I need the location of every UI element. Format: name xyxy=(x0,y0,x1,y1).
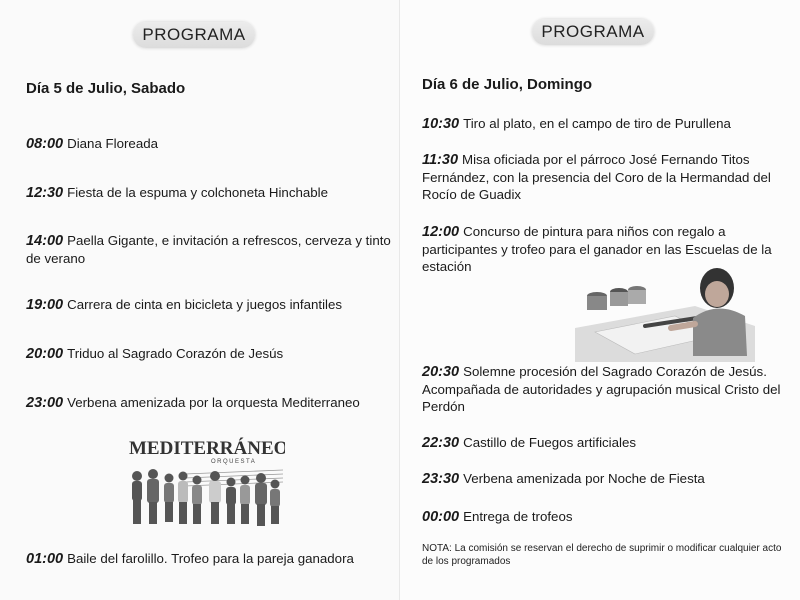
event-text: Solemne procesión del Sagrado Corazón de Jesús. Acompañada de autoridades y agrupación musical Cristo del Perdón xyxy=(422,364,781,414)
event-time: 11:30 xyxy=(422,152,459,168)
event-text: Tiro al plato, en el campo de tiro de Purullena xyxy=(463,116,731,131)
event-time: 23:30 xyxy=(422,471,460,487)
event-time: 19:00 xyxy=(26,297,64,313)
event-time: 20:30 xyxy=(422,364,460,380)
event-time: 08:00 xyxy=(26,136,64,152)
event-text: Paella Gigante, e invitación a refrescos, cerveza y tinto de verano xyxy=(26,233,391,266)
band-logo: MEDITERRÁNEO xyxy=(129,438,285,459)
event-time: 12:30 xyxy=(26,185,64,201)
program-header-right: PROGRAMA xyxy=(532,19,654,45)
event-item xyxy=(422,363,782,415)
child-painting-photo xyxy=(575,266,755,362)
event-item xyxy=(26,345,391,363)
band-photo xyxy=(125,432,285,532)
event-text: Baile del farolillo. Trofeo para la pareja ganadora xyxy=(67,551,354,566)
event-text: Fiesta de la espuma y colchoneta Hinchable xyxy=(67,185,329,200)
event-item xyxy=(26,296,391,314)
event-text: Triduo al Sagrado Corazón de Jesús xyxy=(67,346,284,361)
event-text: Entrega de trofeos xyxy=(463,509,573,524)
event-item xyxy=(26,550,391,568)
event-item xyxy=(422,151,782,203)
day-title-left: Día 5 de Julio, Sabado xyxy=(26,80,186,97)
event-item xyxy=(422,508,782,526)
event-item xyxy=(422,470,782,488)
event-text: Carrera de cinta en bicicleta y juegos infantiles xyxy=(67,297,343,312)
event-text: Concurso de pintura para niños con regalo a participantes y trofeo para el ganador en las Escuelas de la estación xyxy=(422,224,772,274)
disclaimer-note: NOTA: La comisión se reservan el derecho de suprimir o modificar cualquier acto de los programados xyxy=(422,543,782,567)
event-text: Diana Floreada xyxy=(67,136,159,151)
event-item xyxy=(26,232,391,267)
program-header-left: PROGRAMA xyxy=(133,22,255,48)
event-item xyxy=(422,434,782,452)
event-text: Verbena amenizada por la orquesta Mediterraneo xyxy=(67,395,360,410)
event-item xyxy=(26,184,391,202)
event-text: Verbena amenizada por Noche de Fiesta xyxy=(463,471,705,486)
event-time: 20:00 xyxy=(26,346,64,362)
day-title-right: Día 6 de Julio, Domingo xyxy=(422,76,593,93)
event-time: 23:00 xyxy=(26,395,64,411)
event-time: 10:30 xyxy=(422,116,460,132)
event-time: 00:00 xyxy=(422,509,460,525)
event-item xyxy=(422,115,782,133)
event-time: 14:00 xyxy=(26,233,64,249)
event-time: 01:00 xyxy=(26,551,64,567)
event-item xyxy=(26,135,391,153)
page-right xyxy=(400,0,800,600)
event-time: 22:30 xyxy=(422,435,460,451)
event-item xyxy=(26,394,391,412)
band-logo-subtitle: ORQUESTA xyxy=(211,459,257,465)
event-time: 12:00 xyxy=(422,224,460,240)
event-text: Misa oficiada por el párroco José Fernando Titos Fernández, con la presencia del Coro de la Hermandad del Rocío de Guadix xyxy=(422,152,771,202)
event-text: Castillo de Fuegos artificiales xyxy=(463,435,637,450)
